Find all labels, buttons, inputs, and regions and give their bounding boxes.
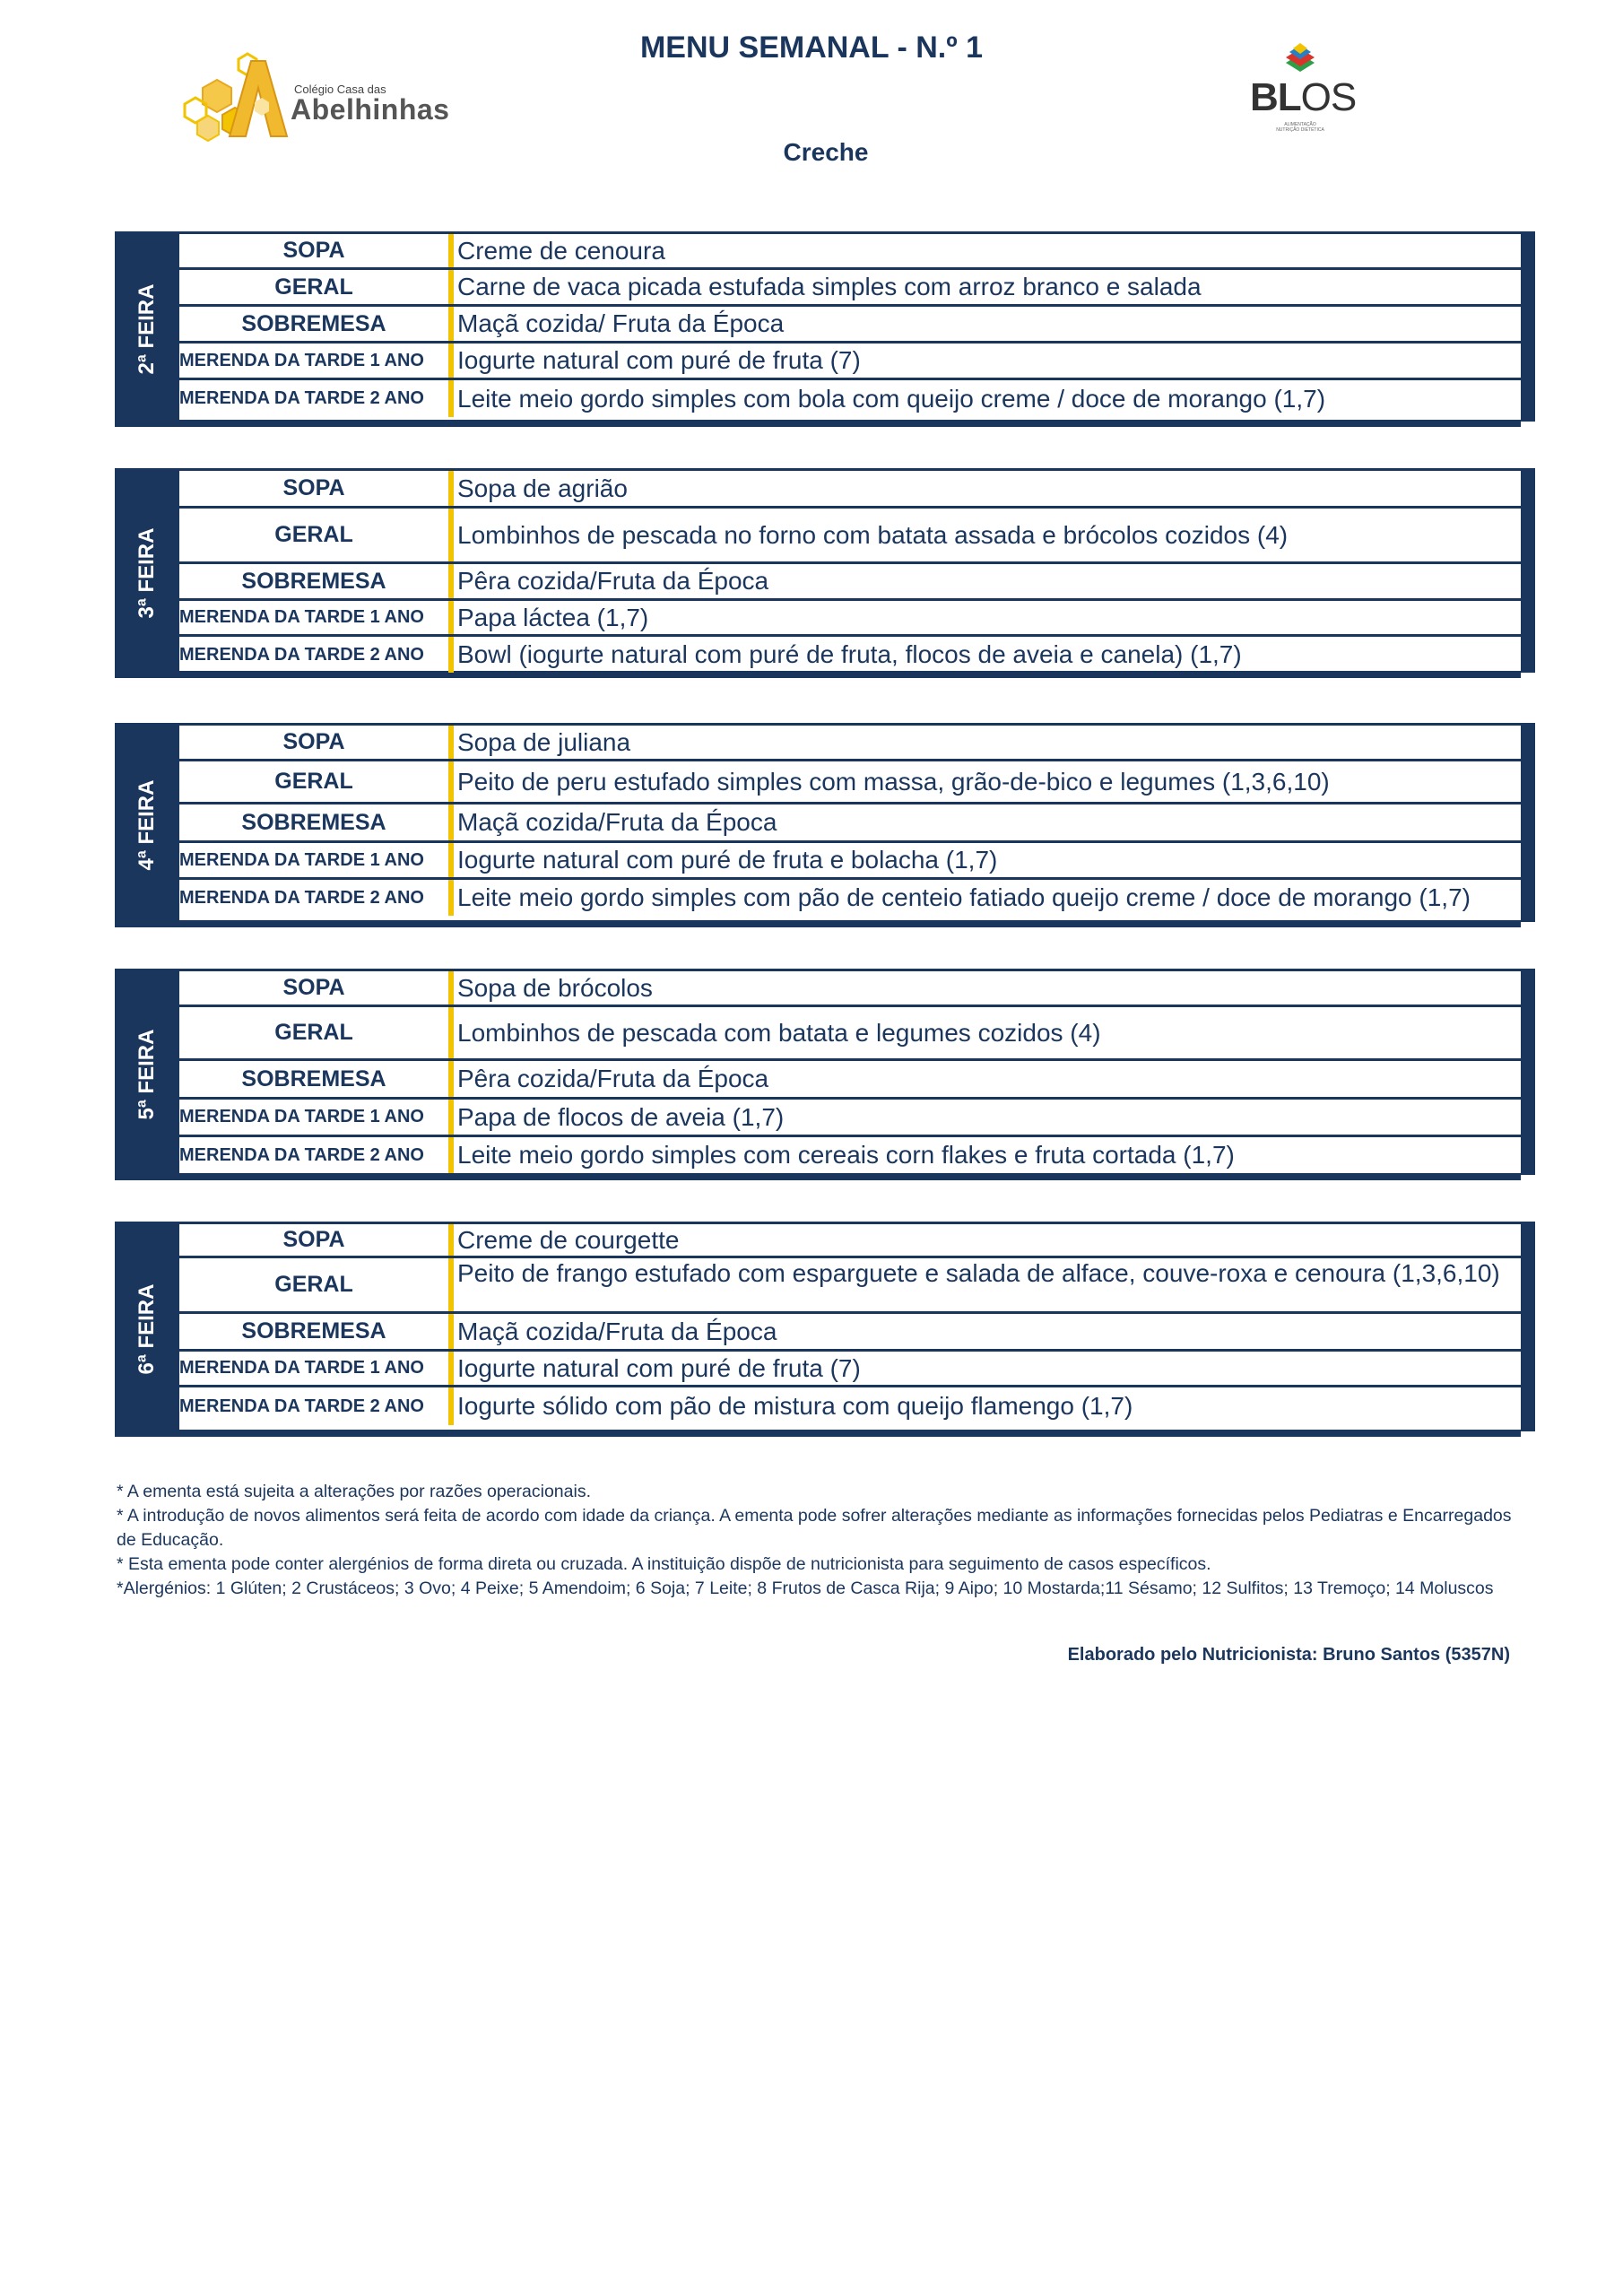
row-content: Carne de vaca picada estufada simples com arroz branco e salada bbox=[457, 273, 1202, 300]
row-content: Pêra cozida/Fruta da Época bbox=[457, 1065, 769, 1092]
day-label-bar bbox=[115, 231, 179, 427]
day-name: 4ª FEIRA bbox=[135, 779, 159, 871]
footnote: *Alergénios: 1 Glúten; 2 Crustáceos; 3 Ovo; 4 Peixe; 5 Amendoim; 6 Soja; 7 Leite; 8 Frutos de Casca Rija; 9 Aipo; 10 Mostarda;11 Sésamo; 12 Sulfitos; 13 Tremoço; 14 Moluscos bbox=[117, 1578, 1494, 1598]
menu-row-geral bbox=[179, 270, 1521, 307]
row-divider bbox=[448, 1061, 454, 1097]
menu-row-merenda-1 bbox=[179, 1100, 1521, 1137]
row-label: SOBREMESA bbox=[241, 809, 386, 835]
row-label: SOPA bbox=[282, 475, 345, 500]
row-label: MERENDA DA TARDE 2 ANO bbox=[179, 1396, 424, 1416]
row-content: Peito de peru estufado simples com massa, grão-de-bico e legumes (1,3,6,10) bbox=[457, 767, 1330, 796]
row-label: GERAL bbox=[274, 769, 353, 794]
page-subtitle: Creche bbox=[783, 138, 869, 166]
table-right-border bbox=[1521, 969, 1535, 1175]
row-label: MERENDA DA TARDE 2 ANO bbox=[179, 887, 424, 908]
table-bottom-border bbox=[179, 420, 1521, 427]
row-content: Maçã cozida/Fruta da Época bbox=[457, 1317, 777, 1345]
menu-row-sobremesa bbox=[179, 804, 1521, 843]
table-right-border bbox=[1521, 468, 1535, 673]
menu-row-sobremesa bbox=[179, 307, 1521, 344]
school-logo-name: Abelhinhas bbox=[291, 93, 450, 126]
honeycomb-logo-icon bbox=[176, 52, 292, 142]
row-divider bbox=[448, 880, 454, 916]
day-block-thursday bbox=[115, 969, 1535, 1180]
menu-row-merenda-2 bbox=[179, 637, 1521, 673]
row-divider bbox=[448, 1387, 454, 1425]
row-label: GERAL bbox=[274, 1272, 353, 1297]
menu-row-sobremesa bbox=[179, 1314, 1521, 1352]
row-content: Papa láctea (1,7) bbox=[457, 603, 649, 631]
menu-row-merenda-1 bbox=[179, 601, 1521, 637]
row-label: GERAL bbox=[274, 522, 353, 547]
day-label-bar bbox=[115, 468, 179, 678]
footnote: * A ementa está sujeita a alterações por razões operacionais. bbox=[117, 1482, 591, 1501]
row-content: Sopa de brócolos bbox=[457, 973, 653, 1002]
menu-row-geral bbox=[179, 509, 1521, 564]
day-block-wednesday bbox=[115, 723, 1535, 927]
row-label: SOBREMESA bbox=[241, 1065, 386, 1091]
menu-row-sobremesa bbox=[179, 1061, 1521, 1100]
day-name: 2ª FEIRA bbox=[135, 283, 159, 375]
row-label: MERENDA DA TARDE 1 ANO bbox=[179, 1358, 424, 1378]
footnote: * A introdução de novos alimentos será feita de acordo com idade da criança. A ementa pode sofrer alterações mediante as informações fornecidas pelos Pediatras e Encarregados de Educação. bbox=[117, 1506, 1512, 1550]
row-content: Maçã cozida/Fruta da Época bbox=[457, 808, 777, 836]
school-logo bbox=[176, 52, 454, 142]
row-content: Iogurte sólido com pão de mistura com queijo flamengo (1,7) bbox=[457, 1392, 1133, 1420]
row-content: Peito de frango estufado com esparguete e salada de alface, couve-roxa e cenoura (1,3,6,10) bbox=[457, 1259, 1500, 1287]
row-divider bbox=[448, 471, 454, 506]
row-content: Lombinhos de pescada com batata e legumes cozidos (4) bbox=[457, 1018, 1101, 1047]
menu-row-merenda-1 bbox=[179, 344, 1521, 380]
row-content: Leite meio gordo simples com pão de centeio fatiado queijo creme / doce de morango (1,7) bbox=[457, 883, 1471, 911]
row-label: MERENDA DA TARDE 2 ANO bbox=[179, 388, 424, 408]
row-divider bbox=[448, 1258, 454, 1311]
row-content: Papa de flocos de aveia (1,7) bbox=[457, 1102, 785, 1131]
table-bottom-border bbox=[179, 1173, 1521, 1180]
row-label: SOPA bbox=[282, 1227, 345, 1252]
row-divider bbox=[448, 307, 454, 341]
row-label: MERENDA DA TARDE 2 ANO bbox=[179, 644, 424, 665]
page-title: MENU SEMANAL - N.º 1 bbox=[639, 30, 984, 65]
menu-row-merenda-1 bbox=[179, 1352, 1521, 1387]
row-divider bbox=[448, 804, 454, 840]
day-block-tuesday bbox=[115, 468, 1535, 678]
row-content: Leite meio gordo simples com cereais corn flakes e fruta cortada (1,7) bbox=[457, 1141, 1235, 1169]
row-label: GERAL bbox=[274, 1020, 353, 1045]
row-divider bbox=[448, 1352, 454, 1385]
row-divider bbox=[448, 1137, 454, 1173]
row-divider bbox=[448, 637, 454, 673]
row-label: GERAL bbox=[274, 274, 353, 300]
row-label: MERENDA DA TARDE 1 ANO bbox=[179, 1107, 424, 1126]
row-content: Sopa de agrião bbox=[457, 474, 628, 502]
row-content: Maçã cozida/ Fruta da Época bbox=[457, 309, 785, 337]
row-divider bbox=[448, 1314, 454, 1349]
menu-row-geral bbox=[179, 1258, 1521, 1314]
menu-row-sopa bbox=[179, 971, 1521, 1007]
day-name: 3ª FEIRA bbox=[135, 527, 159, 619]
menu-row-merenda-2 bbox=[179, 380, 1521, 417]
row-content: Creme de cenoura bbox=[457, 236, 665, 265]
day-block-monday bbox=[115, 231, 1535, 427]
menu-row-sopa bbox=[179, 234, 1521, 270]
row-label: SOPA bbox=[282, 975, 345, 1000]
menu-row-geral bbox=[179, 1007, 1521, 1061]
row-label: SOPA bbox=[282, 238, 345, 263]
row-content: Iogurte natural com puré de fruta (7) bbox=[457, 346, 861, 374]
row-divider bbox=[448, 234, 454, 267]
row-divider bbox=[448, 726, 454, 759]
day-name: 6ª FEIRA bbox=[135, 1283, 159, 1375]
menu-row-merenda-2 bbox=[179, 1387, 1521, 1425]
row-divider bbox=[448, 1007, 454, 1058]
nutritionist-signature: Elaborado pelo Nutricionista: Bruno Santos (5357N) bbox=[1067, 1645, 1510, 1665]
row-content: Pêra cozida/Fruta da Época bbox=[457, 567, 769, 595]
menu-row-merenda-1 bbox=[179, 843, 1521, 880]
day-label-bar bbox=[115, 1222, 179, 1437]
row-divider bbox=[448, 564, 454, 598]
row-divider bbox=[448, 1224, 454, 1256]
menu-row-merenda-2 bbox=[179, 880, 1521, 916]
row-divider bbox=[448, 761, 454, 802]
row-label: MERENDA DA TARDE 1 ANO bbox=[179, 849, 424, 870]
table-right-border bbox=[1521, 723, 1535, 922]
table-bottom-border bbox=[179, 920, 1521, 927]
school-logo-small-text: Colégio Casa das bbox=[294, 83, 386, 96]
menu-row-geral bbox=[179, 761, 1521, 804]
row-divider bbox=[448, 971, 454, 1004]
day-block-friday bbox=[115, 1222, 1535, 1437]
blos-brand: BLOS bbox=[1250, 75, 1357, 119]
row-content: Bowl (iogurte natural com puré de fruta, flocos de aveia e canela) (1,7) bbox=[457, 640, 1242, 668]
row-divider bbox=[448, 380, 454, 417]
day-label-bar bbox=[115, 969, 179, 1180]
menu-row-sobremesa bbox=[179, 564, 1521, 601]
row-divider bbox=[448, 1100, 454, 1135]
blos-logo bbox=[1246, 43, 1357, 151]
row-content: Iogurte natural com puré de fruta (7) bbox=[457, 1353, 861, 1382]
row-divider bbox=[448, 270, 454, 304]
footnotes bbox=[117, 1480, 1515, 1601]
menu-row-sopa bbox=[179, 1224, 1521, 1258]
menu-row-sopa bbox=[179, 726, 1521, 761]
footnote: * Esta ementa pode conter alergénios de forma direta ou cruzada. A instituição dispõe de nutricionista para seguimento de casos específicos. bbox=[117, 1554, 1211, 1574]
row-label: SOBREMESA bbox=[241, 568, 386, 594]
row-label: SOPA bbox=[282, 729, 345, 754]
row-divider bbox=[448, 601, 454, 634]
row-divider bbox=[448, 843, 454, 877]
pyramid-logo-icon bbox=[1246, 43, 1354, 79]
row-content: Creme de courgette bbox=[457, 1225, 680, 1254]
table-right-border bbox=[1521, 231, 1535, 422]
row-label: SOBREMESA bbox=[241, 310, 386, 336]
row-content: Iogurte natural com puré de fruta e bolacha (1,7) bbox=[457, 846, 998, 874]
menu-row-sopa bbox=[179, 471, 1521, 509]
row-content: Leite meio gordo simples com bola com queijo creme / doce de morango (1,7) bbox=[457, 384, 1326, 413]
table-right-border bbox=[1521, 1222, 1535, 1431]
day-label-bar bbox=[115, 723, 179, 927]
table-bottom-border bbox=[179, 1430, 1521, 1437]
blos-tagline: ALIMENTAÇÃO NUTRIÇÃO DIETÉTICA bbox=[1276, 122, 1324, 133]
row-label: SOBREMESA bbox=[241, 1318, 386, 1344]
menu-row-merenda-2 bbox=[179, 1137, 1521, 1173]
row-label: MERENDA DA TARDE 1 ANO bbox=[179, 350, 424, 370]
row-divider bbox=[448, 344, 454, 378]
row-label: MERENDA DA TARDE 1 ANO bbox=[179, 607, 424, 627]
row-label: MERENDA DA TARDE 2 ANO bbox=[179, 1144, 424, 1165]
row-content: Sopa de juliana bbox=[457, 727, 631, 756]
row-content: Lombinhos de pescada no forno com batata assada e brócolos cozidos (4) bbox=[457, 520, 1289, 549]
day-name: 5ª FEIRA bbox=[135, 1029, 159, 1120]
row-divider bbox=[448, 509, 454, 561]
